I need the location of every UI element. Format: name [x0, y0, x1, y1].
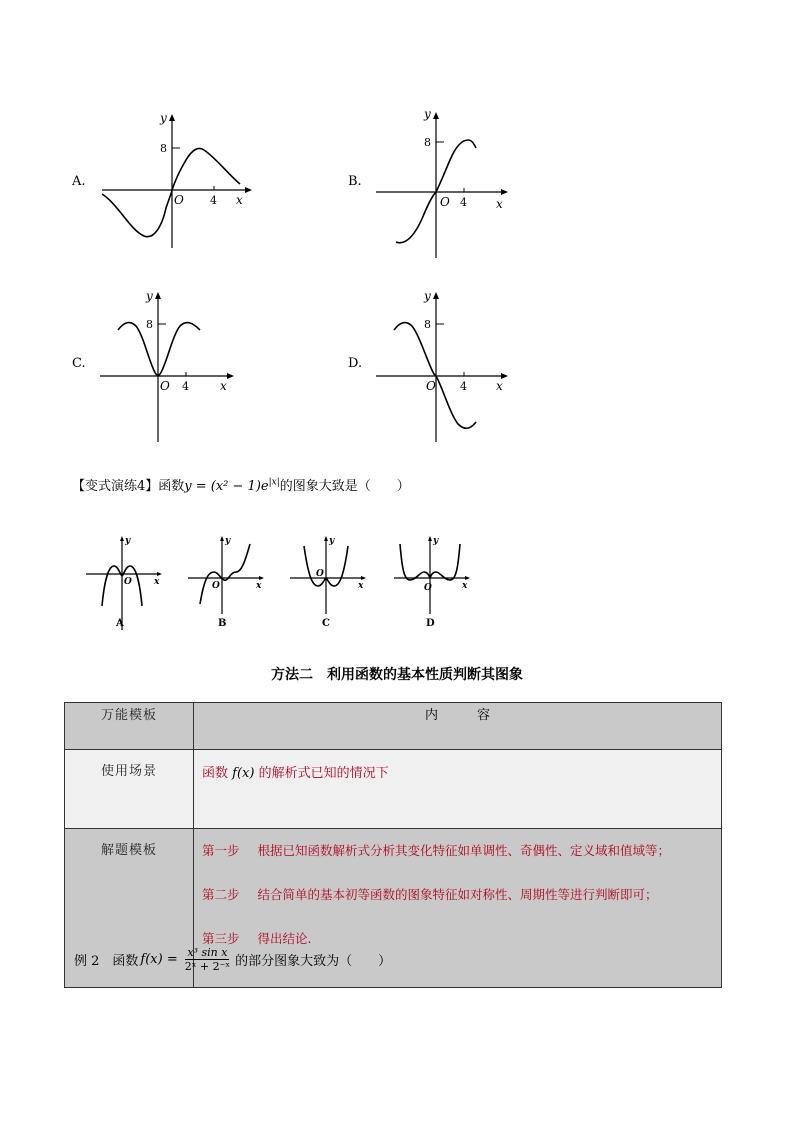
option-a-y-label: y — [160, 111, 167, 125]
option-a-graph — [96, 108, 256, 250]
small-b-letter: B — [218, 618, 227, 629]
step-3 — [202, 929, 713, 947]
option-c-graph — [96, 286, 240, 444]
option-a-origin: O — [174, 193, 184, 207]
row1-col2 — [194, 750, 722, 829]
option-c-x-label: x — [220, 379, 227, 393]
option-c-origin: O — [160, 379, 170, 393]
example2-fraction — [183, 946, 232, 973]
small-b-y-label: y — [225, 536, 231, 546]
small-d-x-label: x — [462, 581, 468, 591]
option-a-letter: A. — [72, 174, 86, 189]
method-heading: 方法二 利用函数的基本性质判断其图象 — [271, 667, 523, 683]
row1-col1: 使用场景 — [65, 750, 194, 829]
example2-question — [74, 946, 391, 973]
small-c-y-label: y — [329, 536, 335, 546]
option-c-x-tick: 4 — [182, 380, 189, 393]
step-3-key: 第三步 — [202, 931, 240, 946]
exercise4-formula: y = (x² − 1)e — [184, 479, 269, 494]
step-2-key: 第二步 — [202, 887, 240, 902]
option-b-y-label: y — [424, 107, 431, 121]
option-d-graph — [372, 286, 512, 444]
option-a-x-tick: 4 — [210, 194, 217, 207]
example2-lhs: f(x) = — [140, 952, 178, 967]
small-b-x-label: x — [256, 581, 262, 591]
option-d-y-tick: 8 — [424, 318, 431, 331]
small-d-origin: O — [424, 583, 432, 593]
option-a-y-tick: 8 — [160, 142, 167, 155]
small-graph-d — [392, 534, 476, 634]
table-header-row — [65, 703, 722, 750]
small-d-letter: D — [426, 618, 435, 629]
option-b-y-tick: 8 — [424, 136, 431, 149]
option-c-y-label: y — [146, 289, 153, 303]
step-1-text: 根据已知函数解析式分析其变化特征如单调性、奇偶性、定义域和值域等； — [257, 843, 671, 858]
table-row-scene — [65, 750, 722, 829]
small-c-x-label: x — [358, 581, 364, 591]
option-b-graph — [372, 104, 512, 260]
small-graph-b — [186, 534, 270, 634]
exercise4-suffix: 的图象大致是（ ） — [279, 479, 410, 494]
option-c-letter: C. — [72, 356, 86, 371]
step-1-key: 第一步 — [202, 843, 240, 858]
small-a-y-label: y — [125, 536, 131, 546]
small-c-origin: O — [316, 569, 324, 579]
exercise4-prefix: 【变式演练4】函数 — [72, 479, 185, 494]
option-a-x-label: x — [236, 193, 243, 207]
row1-prefix: 函数 — [202, 766, 229, 781]
option-b-x-tick: 4 — [460, 196, 467, 209]
step-1 — [202, 841, 713, 859]
option-d-letter: D. — [348, 356, 363, 371]
example2-numerator: x³ sin x — [187, 946, 228, 959]
step-2 — [202, 885, 713, 903]
small-d-y-label: y — [433, 536, 439, 546]
header-col1: 万能模板 — [65, 703, 194, 750]
option-d-origin: O — [426, 379, 436, 393]
row2-col1: 解题模板 — [65, 829, 194, 988]
example2-suffix: 的部分图象大致为（ ） — [235, 954, 392, 969]
small-b-origin: O — [212, 581, 220, 591]
example2-prefix: 例 2 函数 — [74, 954, 139, 969]
example2-denominator: 2ˣ + 2⁻ˣ — [184, 960, 231, 973]
option-d-x-label: x — [496, 379, 503, 393]
small-a-x-label: x — [154, 577, 160, 587]
exercise4-exponent: |x| — [268, 477, 280, 488]
row1-suffix: 的解析式已知的情况下 — [258, 766, 389, 781]
option-b-origin: O — [440, 195, 450, 209]
small-graph-a — [84, 534, 168, 634]
step-2-text: 结合简单的基本初等函数的图象特征如对称性、周期性等进行判断即可； — [257, 887, 658, 902]
row1-formula: f(x) — [232, 766, 255, 781]
option-d-y-label: y — [424, 289, 431, 303]
exercise4-question — [72, 475, 410, 494]
small-a-letter: A — [116, 618, 124, 629]
option-b-x-label: x — [496, 197, 503, 211]
header-col2: 内 容 — [194, 703, 722, 750]
option-c-y-tick: 8 — [146, 318, 153, 331]
option-b-letter: B. — [348, 174, 362, 189]
small-c-letter: C — [322, 618, 330, 629]
small-graph-c — [288, 534, 372, 634]
step-3-text: 得出结论. — [257, 931, 312, 946]
small-a-origin: O — [124, 577, 132, 587]
option-d-x-tick: 4 — [460, 380, 467, 393]
